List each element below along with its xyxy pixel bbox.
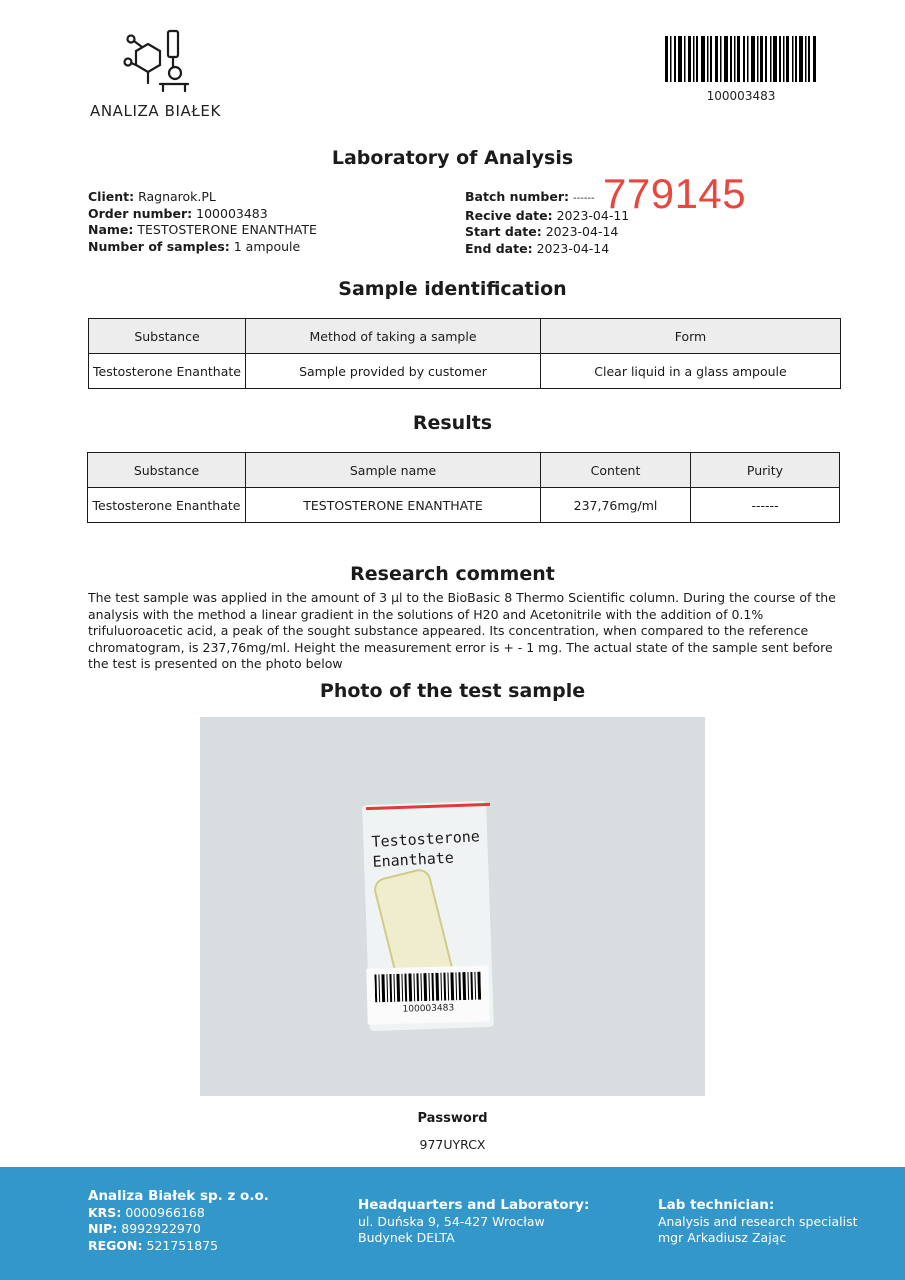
table-header-cell: Method of taking a sample: [246, 319, 541, 354]
nip-value: 8992922970: [121, 1221, 201, 1236]
footer-technician: [658, 1197, 858, 1247]
molecule-microscope-logo-icon: [122, 28, 204, 98]
order-info-left: [88, 189, 317, 255]
regon-row: [88, 1238, 269, 1255]
client-value: Ragnarok.PL: [138, 189, 216, 204]
barcode-icon: [374, 972, 481, 1003]
table-row: [88, 488, 840, 523]
footer: [0, 1167, 905, 1280]
sample-barcode-label: [366, 965, 489, 1024]
password-value: 977UYRCX: [419, 1137, 486, 1152]
table-header-cell: Substance: [89, 319, 246, 354]
start-label: Start date:: [465, 224, 542, 239]
table-cell: Testosterone Enanthate: [89, 354, 246, 389]
footer-company: [88, 1188, 269, 1254]
samples-value: 1 ampoule: [233, 238, 301, 254]
table-cell: Clear liquid in a glass ampoule: [541, 354, 841, 389]
krs-row: [88, 1205, 269, 1222]
order-row: [88, 206, 317, 223]
sample-identification-title: Sample identification: [338, 278, 567, 300]
client-label: Client:: [88, 189, 135, 204]
barcode-number: 100003483: [706, 89, 776, 103]
samples-label: Number of samples:: [88, 238, 230, 254]
handwritten-line: Testosterone: [371, 827, 481, 851]
table-header-cell: Content: [541, 453, 691, 488]
password-label: Password: [417, 1111, 488, 1126]
company-logo-text: ANALIZA BIAŁEK: [90, 102, 221, 120]
krs-value: 0000966168: [125, 1204, 205, 1220]
order-label: Order number:: [88, 205, 193, 221]
footer-headquarters: [358, 1197, 589, 1247]
nip-label: NIP:: [88, 1221, 118, 1236]
end-value: 2023-04-14: [536, 240, 610, 256]
batch-number-stamp: 779145: [603, 170, 747, 217]
footer-company-name: Analiza Białek sp. z o.o.: [88, 1188, 269, 1204]
regon-value: 521751875: [146, 1237, 219, 1253]
table-cell: Sample provided by customer: [246, 354, 541, 389]
table-cell: Testosterone Enanthate: [88, 488, 246, 523]
sample-identification-table: [88, 318, 841, 389]
end-label: End date:: [465, 240, 533, 256]
research-comment-title: Research comment: [350, 563, 555, 585]
results-title: Results: [412, 412, 493, 434]
table-row: [89, 354, 841, 389]
table-header-row: [88, 453, 840, 488]
table-header-row: [89, 319, 841, 354]
table-header-cell: Sample name: [246, 453, 541, 488]
table-header-cell: Substance: [88, 453, 246, 488]
receive-value: 2023-04-11: [556, 207, 630, 223]
hq-address: ul. Duńska 9, 54-427 Wrocław: [358, 1213, 545, 1229]
name-value: TESTOSTERONE ENANTHATE: [137, 222, 317, 237]
end-row: [465, 241, 629, 258]
batch-dashes: ------: [573, 193, 595, 204]
krs-label: KRS:: [88, 1204, 122, 1220]
samples-row: [88, 239, 317, 256]
table-cell: ------: [691, 488, 840, 523]
photo-title: Photo of the test sample: [319, 680, 586, 702]
barcode-icon: [665, 36, 817, 82]
hq-building: Budynek DELTA: [358, 1230, 455, 1245]
regon-label: REGON:: [88, 1237, 143, 1253]
handwritten-line: Enanthate: [372, 848, 455, 871]
sample-photo: [200, 717, 705, 1096]
company-logo: [88, 28, 248, 124]
page-title: Laboratory of Analysis: [331, 147, 574, 169]
name-label: Name:: [88, 222, 134, 237]
results-table: [87, 452, 840, 523]
hq-title: Headquarters and Laboratory:: [358, 1197, 590, 1213]
tech-name: mgr Arkadiusz Zając: [658, 1230, 787, 1245]
tech-role: Analysis and research specialist: [658, 1213, 858, 1229]
name-row: [88, 222, 317, 239]
research-comment-text: The test sample was applied in the amount of 3 µl to the BioBasic 8 Thermo Scientific column. During the course of the analysis with the method a linear gradient in the solutions of H20 and Acetonitrile with the addition of 0.1% trifuluoroacetic acid, a peak of the sought substance appeared. Its concentration, when compared to the reference chromatogram, is 237,76mg/ml. Height the measurement error is + - 1 mg. The actual state of the sample sent before the test is presented on the photo below: [88, 590, 836, 671]
sample-label-number: 100003483: [402, 1003, 455, 1015]
start-row: [465, 224, 629, 241]
nip-row: [88, 1221, 269, 1238]
order-value: 100003483: [196, 205, 268, 221]
table-cell: TESTOSTERONE ENANTHATE: [246, 488, 541, 523]
handwritten-label: [371, 826, 481, 872]
table-header-cell: Form: [541, 319, 841, 354]
start-value: 2023-04-14: [545, 224, 619, 239]
table-cell: 237,76mg/ml: [541, 488, 691, 523]
client-row: [88, 189, 317, 206]
receive-label: Recive date:: [465, 207, 553, 223]
table-header-cell: Purity: [691, 453, 840, 488]
batch-label: Batch number:: [465, 189, 570, 204]
tech-title: Lab technician:: [658, 1197, 775, 1213]
